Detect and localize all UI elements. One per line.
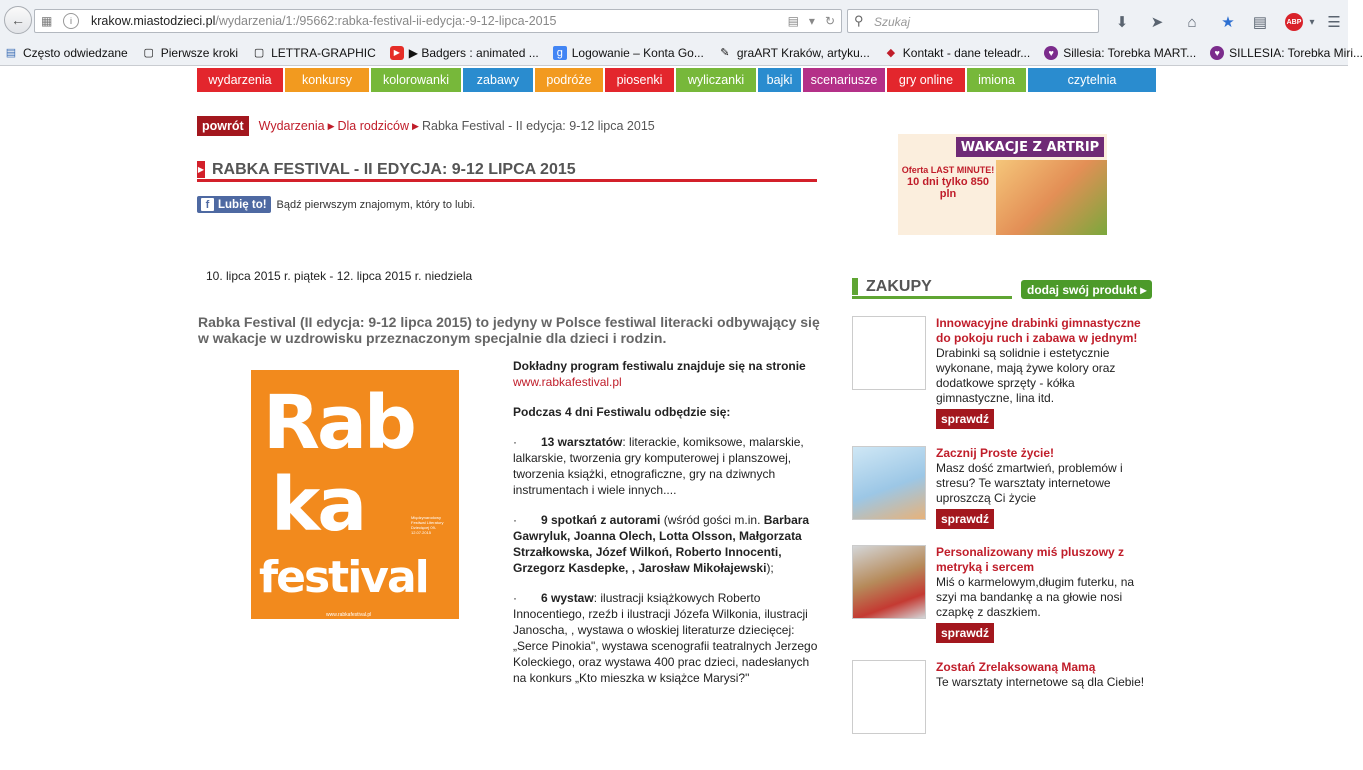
bookmark-item[interactable] bbox=[1210, 46, 1363, 60]
main-menu bbox=[197, 68, 1158, 92]
product-title[interactable]: Innowacyjne drabinki gimnastyczne do pokoju ruch i zabawa w jednym! bbox=[936, 316, 1141, 345]
poster-word-ka: ka bbox=[271, 462, 365, 548]
bookmark-star-icon[interactable]: ★ bbox=[1221, 14, 1235, 31]
facebook-like-button[interactable] bbox=[197, 196, 271, 213]
bookmarks-toolbar bbox=[0, 42, 1363, 64]
menu-item-7[interactable]: wyliczanki bbox=[676, 68, 756, 92]
site-icon: ◆ bbox=[886, 47, 896, 59]
article-body bbox=[513, 358, 818, 700]
poster-word-festival: festival bbox=[259, 552, 428, 603]
bookmark-folder-icon: ▤ bbox=[5, 47, 17, 59]
product-thumbnail[interactable] bbox=[852, 316, 926, 390]
page-title: RABKA FESTIVAL - II EDYCJA: 9-12 LIPCA 2015 bbox=[212, 160, 576, 178]
banner-header: WAKACJE Z ARTRIP bbox=[956, 137, 1104, 157]
festival-poster-image bbox=[251, 370, 459, 663]
event-dates: 10. lipca 2015 r. piątek - 12. lipca 2015 r. niedziela bbox=[206, 269, 473, 283]
url-bar[interactable] bbox=[34, 9, 842, 33]
meetings-count: 9 spotkań z autorami bbox=[541, 513, 661, 527]
browser-chrome bbox=[0, 0, 1363, 66]
bookmark-label: graART Kraków, artyku... bbox=[736, 46, 870, 60]
back-arrow-icon: ← bbox=[11, 12, 25, 28]
menu-item-1[interactable]: wydarzenia bbox=[197, 68, 283, 92]
send-icon[interactable]: ➤ bbox=[1150, 14, 1164, 31]
breadcrumb-current: Rabka Festival - II edycja: 9-12 lipca 2015 bbox=[421, 119, 655, 133]
page-icon: ▢ bbox=[253, 47, 265, 59]
banner-offer-line2: 10 dni tylko 850 pln bbox=[907, 176, 989, 200]
facebook-like-label: Lubię to! bbox=[218, 198, 267, 211]
dropdown-icon[interactable]: ▾ bbox=[808, 14, 815, 28]
menu-item-3[interactable]: kolorowanki bbox=[371, 68, 461, 92]
list-item bbox=[513, 512, 818, 576]
check-product-button[interactable]: sprawdź bbox=[936, 409, 994, 429]
arrow-right-icon: ▸ bbox=[1140, 282, 1147, 297]
product-description: Miś o karmelowym,długim futerku, na szyi ma bandankę a na głowie nosi czapkę z daszkiem. bbox=[936, 575, 1135, 619]
menu-item-2[interactable]: konkursy bbox=[285, 68, 369, 92]
menu-item-10[interactable]: gry online bbox=[887, 68, 965, 92]
during-heading bbox=[513, 404, 818, 420]
product-item bbox=[852, 660, 1152, 770]
bullet: · bbox=[513, 435, 517, 449]
search-icon: ⚲ bbox=[854, 13, 864, 28]
festival-link[interactable]: www.rabkafestival.pl bbox=[513, 375, 622, 389]
workshops-count: 13 warsztatów bbox=[541, 435, 623, 449]
search-input[interactable]: Szukaj bbox=[874, 15, 911, 29]
history-icon[interactable]: ▦ bbox=[41, 14, 53, 28]
product-title[interactable]: Zostań Zrelaksowaną Mamą bbox=[936, 660, 1096, 674]
add-product-button[interactable] bbox=[1021, 280, 1152, 299]
breadcrumb-item-wydarzenia[interactable]: Wydarzenia bbox=[258, 119, 325, 133]
heart-icon: ♥ bbox=[1044, 46, 1058, 60]
product-title[interactable]: Personalizowany miś pluszowy z metryką i sercem bbox=[936, 545, 1125, 574]
program-lead: Dokładny program festiwalu znajduje się na stronie bbox=[513, 359, 806, 373]
facebook-like bbox=[197, 196, 475, 213]
bookmark-label: SILLESIA: Torebka Miri... bbox=[1229, 46, 1363, 60]
bookmark-item[interactable] bbox=[1044, 46, 1196, 60]
menu-item-11[interactable]: imiona bbox=[967, 68, 1026, 92]
banner-offer-line1: Oferta LAST MINUTE! bbox=[901, 165, 995, 175]
during-text: Podczas 4 dni Festiwalu odbędzie się: bbox=[513, 405, 731, 419]
shopping-section-header bbox=[852, 277, 1012, 299]
bookmark-label: Sillesia: Torebka MART... bbox=[1063, 46, 1197, 60]
article-intro: Rabka Festival (II edycja: 9-12 lipca 2015) to jedyny w Polsce festiwal literacki odbywający się w wakacje w uzdrowisku przeznaczonym specjalnie dla dzieci i rodzin. bbox=[198, 314, 820, 346]
product-description: Drabinki są solidnie i estetycznie wykonane, mają żywe kolory oraz dodatkowe sprzęty - kółka gimnastyczne, lina itd. bbox=[936, 346, 1116, 405]
bookmark-label: Często odwiedzane bbox=[23, 46, 128, 60]
bookmark-item[interactable] bbox=[390, 46, 539, 60]
page-icon: ▢ bbox=[143, 47, 154, 59]
search-box[interactable] bbox=[847, 9, 1099, 33]
section-arrow-icon bbox=[852, 278, 858, 295]
reload-icon[interactable]: ↻ bbox=[824, 14, 835, 28]
bullet: · bbox=[513, 591, 517, 605]
exhibitions-text: : ilustracji książkowych Roberto Innocentiego, rzeźb i ilustracji Józefa Wilkonia, ilustracji Janoscha, , wystawa o włoskiej literaturze dziecięcej: „Serce Pinokia", wystawa scenografii teatralnych Jerzego Koleckiego, oraz wystawa 400 prac dzieci, nadesłanych na konkurs „Kto mieszka w książce Marysi?" bbox=[513, 591, 818, 685]
product-description: Masz dość zmartwień, problemów i stresu? Te warsztaty internetowe uproszczą Ci życie bbox=[936, 461, 1123, 505]
product-thumbnail[interactable] bbox=[852, 660, 926, 734]
product-item bbox=[852, 316, 1152, 426]
sponsor-logos bbox=[251, 619, 459, 663]
youtube-icon: ▶ bbox=[390, 46, 404, 60]
home-icon[interactable]: ⌂ bbox=[1187, 13, 1197, 31]
program-paragraph bbox=[513, 358, 818, 390]
bookmark-item[interactable] bbox=[718, 46, 870, 60]
google-icon: g bbox=[553, 46, 567, 60]
product-thumbnail[interactable] bbox=[852, 446, 926, 520]
bookmark-item[interactable] bbox=[4, 46, 128, 60]
shopping-title: ZAKUPY bbox=[866, 277, 932, 295]
menu-item-4[interactable]: zabawy bbox=[463, 68, 533, 92]
bookmark-label: Pierwsze kroki bbox=[160, 46, 239, 60]
menu-item-6[interactable]: piosenki bbox=[605, 68, 674, 92]
navigation-toolbar bbox=[0, 4, 1348, 36]
menu-item-12[interactable]: czytelnia bbox=[1028, 68, 1156, 92]
graart-icon: ✎ bbox=[720, 47, 730, 59]
product-thumbnail[interactable] bbox=[852, 545, 926, 619]
product-item bbox=[852, 446, 1152, 556]
bookmark-item[interactable] bbox=[884, 46, 1030, 60]
meetings-end: ); bbox=[766, 561, 774, 575]
product-item bbox=[852, 545, 1152, 655]
bullet: · bbox=[513, 513, 517, 527]
menu-item-9[interactable]: scenariusze bbox=[803, 68, 885, 92]
facebook-like-text: Bądź pierwszym znajomym, który to lubi. bbox=[276, 198, 476, 211]
bookmark-item[interactable] bbox=[252, 46, 376, 60]
list-item bbox=[513, 590, 818, 686]
poster-word-rab: Rab bbox=[263, 380, 414, 466]
bookmark-label: Kontakt - dane teleadr... bbox=[902, 46, 1031, 60]
list-item bbox=[513, 434, 818, 498]
add-product-label: dodaj swój produkt bbox=[1027, 282, 1137, 297]
poster-subtitle: Międzynarodowy Festiwal Literatury Dziecięcej 09-12.07.2015 bbox=[411, 515, 444, 535]
reading-list-icon[interactable]: ▤ bbox=[1252, 14, 1268, 31]
breadcrumb-item-dla-rodzicow[interactable]: Dla rodziców bbox=[337, 119, 410, 133]
poster-url: www.rabkafestival.pl bbox=[326, 612, 372, 618]
adblock-icon[interactable]: ABP bbox=[1285, 13, 1303, 31]
url-text[interactable]: krakow.miastodzieci.pl/wydarzenia/1:/95662:rabka-festival-ii-edycja:-9-12-lipca-2015 bbox=[91, 14, 557, 28]
product-title[interactable]: Zacznij Proste życie! bbox=[936, 446, 1055, 460]
exhibitions-count: 6 wystaw bbox=[541, 591, 594, 605]
back-button[interactable] bbox=[4, 6, 32, 34]
check-product-button[interactable]: sprawdź bbox=[936, 623, 994, 643]
abp-dropdown-icon[interactable]: ▾ bbox=[1309, 16, 1315, 28]
article-header bbox=[197, 160, 817, 182]
breadcrumb-arrow-icon: ▶ bbox=[327, 120, 335, 131]
menu-item-8[interactable]: bajki bbox=[758, 68, 801, 92]
web-page bbox=[0, 66, 1348, 699]
banner-photo bbox=[996, 160, 1107, 235]
heart-icon: ♥ bbox=[1210, 46, 1224, 60]
back-link-button[interactable]: powrót bbox=[197, 116, 249, 136]
breadcrumb bbox=[197, 116, 655, 136]
bookmark-label: ▶ Badgers : animated ... bbox=[408, 46, 539, 60]
title-arrow-icon: ▶ bbox=[197, 161, 205, 178]
product-description: Te warsztaty internetowe są dla Ciebie! bbox=[936, 675, 1145, 689]
bookmark-item[interactable] bbox=[553, 46, 704, 60]
menu-icon[interactable]: ☰ bbox=[1327, 14, 1341, 31]
check-product-button[interactable]: sprawdź bbox=[936, 509, 994, 529]
menu-item-5[interactable]: podróże bbox=[535, 68, 603, 92]
site-identity-icon[interactable]: i bbox=[63, 13, 79, 29]
meetings-text: (wśród gości m.in. bbox=[660, 513, 764, 527]
artrip-ad-banner[interactable] bbox=[898, 134, 1107, 235]
authors-list: Barbara Gawryluk, Joanna Olech, Lotta Olsson, Małgorzata Strzałkowska, Józef Wilkoń, Roberto Innocenti, Grzegorz Kasdepke, , Jarosław Mikołajewski bbox=[513, 513, 810, 575]
banner-offer bbox=[898, 164, 998, 200]
breadcrumb-arrow-icon: ▶ bbox=[412, 120, 419, 131]
bookmark-label: LETTRA-GRAPHIC bbox=[271, 46, 376, 60]
workshops-text: : literackie, komiksowe, malarskie, lalkarskie, tworzenia gry komputerowej i planszowej, tworzenia książki, etnograficzne, gry na dziwnych instrumentach i wiele innych.... bbox=[513, 435, 804, 497]
download-icon[interactable]: ⬇ bbox=[1115, 14, 1129, 31]
bookmark-item[interactable] bbox=[142, 46, 238, 60]
bookmark-label: Logowanie – Konta Go... bbox=[571, 46, 704, 60]
facebook-icon: f bbox=[201, 198, 214, 211]
reader-view-icon[interactable]: ▤ bbox=[787, 14, 799, 28]
